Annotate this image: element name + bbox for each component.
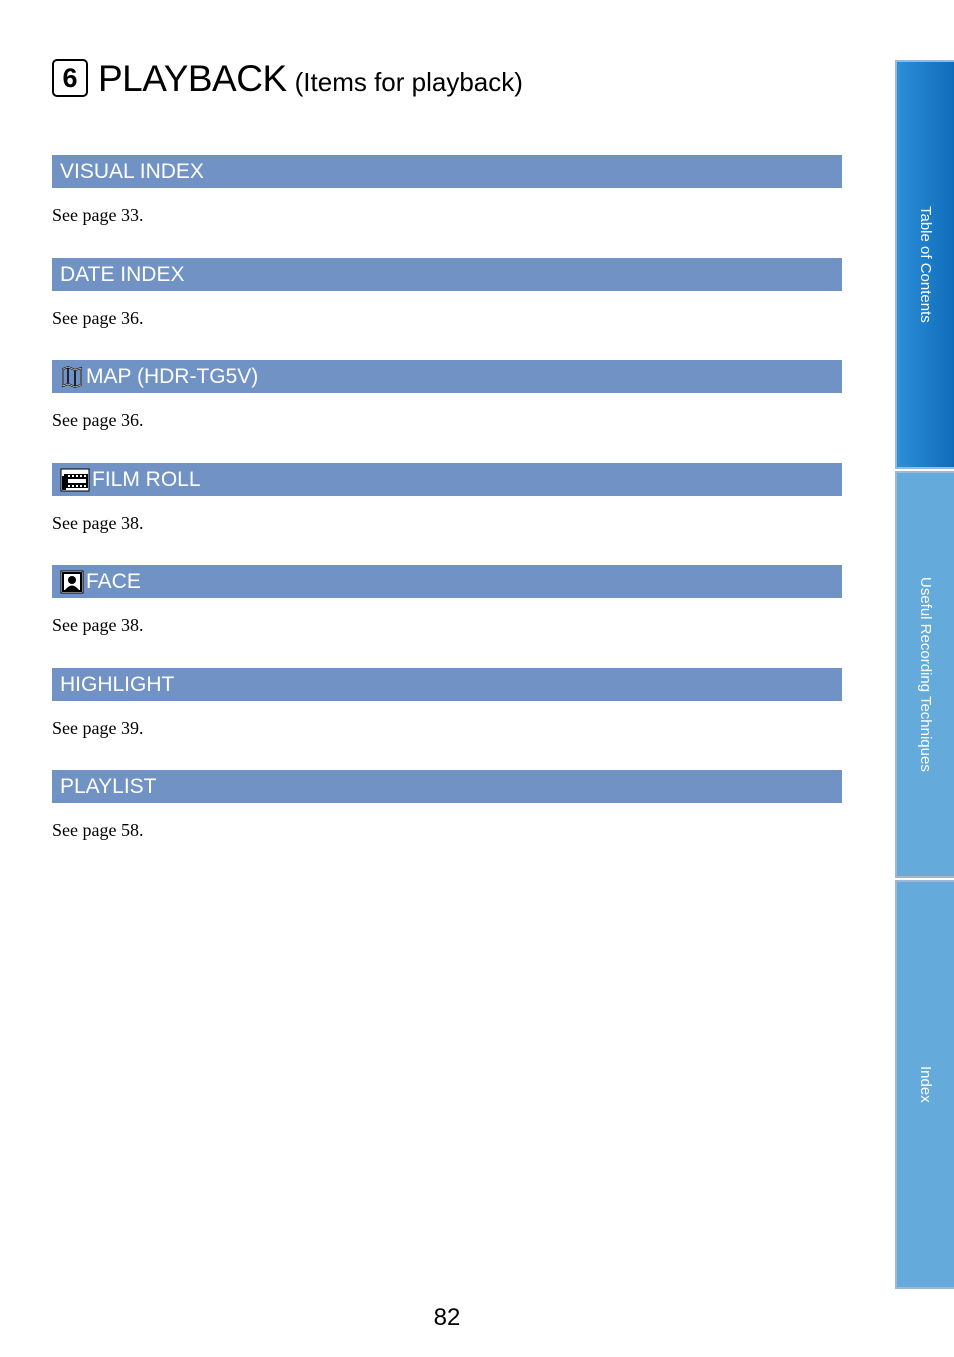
map-icon (60, 365, 84, 389)
face-icon (60, 570, 84, 594)
section-text-playlist: See page 58. (52, 820, 144, 840)
tab-table-of-contents[interactable] (895, 60, 954, 469)
tab-label: Useful Recording Techniques (917, 577, 934, 772)
page-number: 82 (433, 1304, 461, 1331)
section-heading-highlight (52, 668, 842, 701)
section-text-date-index: See page 36. (52, 308, 144, 328)
section-heading-date-index (52, 258, 842, 291)
section-heading-playlist (52, 770, 842, 803)
section-heading-label: MAP (HDR-TG5V) (86, 365, 259, 388)
title-subtitle: (Items for playback) (294, 67, 523, 97)
film-roll-icon (60, 468, 90, 492)
section-heading-label: FACE (86, 570, 141, 593)
section-heading-label: PLAYLIST (60, 775, 157, 798)
section-heading-label: HIGHLIGHT (60, 673, 175, 696)
section-heading-label: DATE INDEX (60, 263, 185, 286)
tab-index[interactable] (895, 880, 954, 1289)
title-main: PLAYBACK (98, 58, 287, 99)
section-heading-map (52, 360, 842, 393)
section-heading-visual-index (52, 155, 842, 188)
section-heading-label: VISUAL INDEX (60, 160, 204, 183)
section-heading-face (52, 565, 842, 598)
tab-useful-recording-techniques[interactable] (895, 471, 954, 878)
section-text-highlight: See page 39. (52, 718, 144, 738)
section-text-face: See page 38. (52, 615, 144, 635)
section-text-map: See page 36. (52, 410, 144, 430)
section-heading-label: FILM ROLL (92, 468, 201, 491)
tab-label: Table of Contents (917, 206, 934, 323)
tab-label: Index (917, 1066, 934, 1103)
section-text-visual-index: See page 33. (52, 205, 144, 225)
chapter-number-badge: 6 (52, 59, 88, 97)
page-title (52, 58, 523, 108)
section-heading-film-roll (52, 463, 842, 496)
section-text-film-roll: See page 38. (52, 513, 144, 533)
